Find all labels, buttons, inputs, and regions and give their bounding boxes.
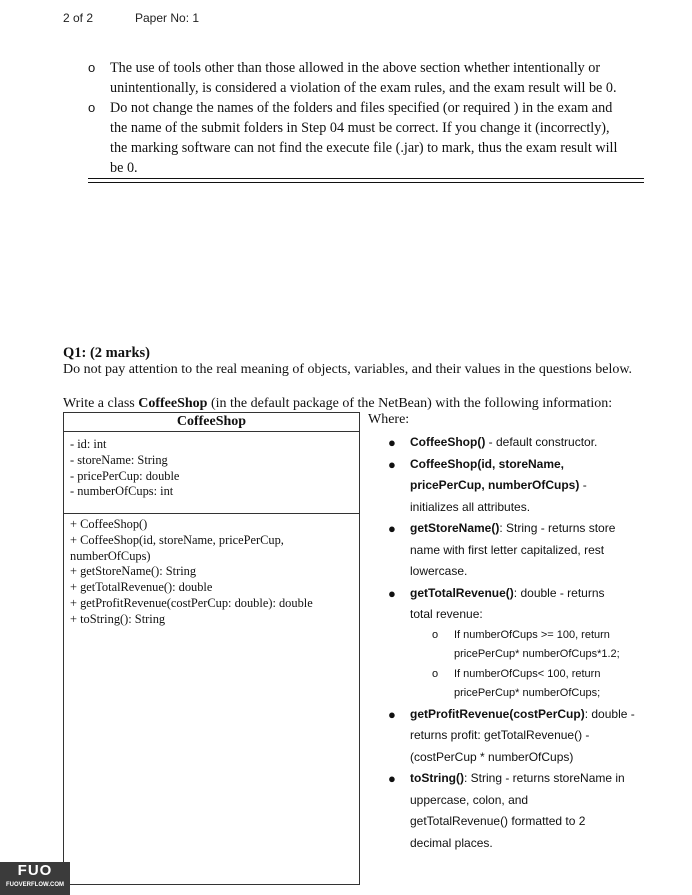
description-item bbox=[384, 704, 684, 769]
desc-method-name: getStoreName() bbox=[410, 521, 500, 535]
description-item bbox=[384, 768, 684, 854]
revenue-conditions bbox=[410, 626, 684, 704]
description-item bbox=[384, 518, 684, 583]
desc-text: lowercase. bbox=[410, 564, 468, 578]
rule-item bbox=[82, 98, 648, 178]
uml-attributes bbox=[64, 432, 359, 514]
condition-text: If numberOfCups< 100, return bbox=[454, 667, 601, 680]
uml-method: + getTotalRevenue(): double bbox=[70, 580, 213, 595]
uml-method: + CoffeeShop() bbox=[70, 517, 148, 531]
desc-method-name: getProfitRevenue(costPerCup) bbox=[410, 706, 585, 721]
desc-text: - bbox=[579, 478, 587, 492]
bullet-icon: ● bbox=[388, 521, 396, 536]
condition-item bbox=[410, 626, 684, 665]
uml-method: + getProfitRevenue(costPerCup: double): double bbox=[70, 595, 313, 610]
bullet-icon: ● bbox=[388, 585, 396, 601]
desc-method-name: CoffeeShop(id, storeName, bbox=[410, 456, 565, 471]
desc-text: total revenue: bbox=[410, 607, 483, 621]
desc-text: - default constructor. bbox=[485, 435, 598, 449]
intro-class-name: CoffeeShop bbox=[138, 396, 208, 411]
fuoverflow-logo bbox=[0, 862, 70, 895]
uml-attribute: - id: int bbox=[70, 437, 107, 451]
condition-text: pricePerCup* numberOfCups*1.2; bbox=[454, 648, 620, 660]
intro-text: Write a class bbox=[63, 396, 139, 411]
condition-text: If numberOfCups >= 100, return bbox=[454, 628, 610, 641]
circle-bullet-icon: o bbox=[432, 667, 439, 680]
intro-text-rest: (in the default package of the NetBean) with the following information: bbox=[207, 396, 613, 411]
circle-bullet-icon: o bbox=[432, 628, 439, 641]
section-divider bbox=[88, 178, 644, 183]
question-intro bbox=[63, 396, 612, 412]
uml-method: + toString(): String bbox=[70, 611, 166, 626]
circle-bullet-icon: o bbox=[88, 100, 96, 115]
desc-method-name: CoffeeShop() bbox=[410, 435, 486, 449]
desc-text: (costPerCup * numberOfCups) bbox=[410, 749, 574, 764]
desc-text: name with first letter capitalized, rest bbox=[410, 542, 605, 557]
method-descriptions bbox=[384, 432, 684, 854]
condition-item bbox=[410, 665, 684, 704]
rule-line: the marking software can not find the execute file (.jar) to mark, thus the exam result will bbox=[110, 140, 618, 156]
description-item bbox=[384, 583, 684, 704]
bullet-icon: ● bbox=[388, 771, 396, 786]
rule-line: be 0. bbox=[110, 160, 138, 176]
desc-text: getTotalRevenue() formatted to 2 bbox=[410, 814, 586, 828]
rule-line: unintentionally, is considered a violation of the exam rules, and the exam result will be 0. bbox=[110, 80, 617, 96]
desc-method-name: pricePerCup, numberOfCups) bbox=[410, 478, 580, 492]
desc-method-name: getTotalRevenue() bbox=[410, 585, 514, 600]
desc-text: : String - returns storeName in bbox=[463, 771, 625, 785]
rule-item bbox=[82, 58, 648, 98]
exam-rules-list bbox=[82, 58, 648, 178]
desc-text: uppercase, colon, and bbox=[410, 792, 529, 807]
rule-line: the name of the submit folders in Step 04 must be correct. If you change it (incorrectly), bbox=[110, 120, 610, 136]
logo-text: FUOVERFLOW.COM bbox=[6, 882, 64, 888]
uml-method: + CoffeeShop(id, storeName, pricePerCup, bbox=[70, 532, 284, 547]
uml-method: + getStoreName(): String bbox=[70, 564, 197, 579]
paper-number: Paper No: 1 bbox=[135, 11, 200, 25]
description-item bbox=[384, 432, 684, 454]
condition-text: pricePerCup* numberOfCups; bbox=[454, 687, 601, 699]
desc-text: : double - bbox=[584, 706, 635, 721]
uml-class-name: CoffeeShop bbox=[64, 413, 359, 432]
desc-text: : String - returns store bbox=[499, 521, 616, 535]
question-title: Q1: (2 marks) bbox=[63, 345, 150, 361]
rule-line: Do not change the names of the folders and files specified (or required ) in the exam and bbox=[110, 100, 613, 116]
page-number: 2 of 2 bbox=[63, 11, 94, 25]
bullet-icon: ● bbox=[388, 435, 396, 450]
desc-text: decimal places. bbox=[410, 835, 493, 850]
circle-bullet-icon: o bbox=[88, 60, 96, 75]
uml-attribute: - numberOfCups: int bbox=[70, 484, 174, 499]
uml-attribute: - storeName: String bbox=[70, 452, 168, 467]
desc-text: returns profit: getTotalRevenue() - bbox=[410, 728, 590, 742]
uml-method: numberOfCups) bbox=[70, 548, 151, 563]
desc-text: initializes all attributes. bbox=[410, 499, 531, 514]
description-item bbox=[384, 454, 684, 519]
desc-method-name: toString() bbox=[410, 771, 464, 785]
uml-methods bbox=[64, 514, 359, 628]
bullet-icon: ● bbox=[388, 706, 396, 722]
logo-mark: FUO bbox=[17, 862, 53, 879]
where-label: Where: bbox=[368, 412, 410, 427]
uml-attribute: - pricePerCup: double bbox=[70, 468, 180, 483]
question-note: Do not pay attention to the real meaning of objects, variables, and their values in the questions below. bbox=[63, 362, 633, 377]
rule-line: The use of tools other than those allowed in the above section whether intentionally or bbox=[110, 60, 601, 76]
bullet-icon: ● bbox=[388, 456, 396, 472]
desc-text: : double - returns bbox=[513, 585, 605, 600]
uml-class-diagram bbox=[63, 412, 360, 885]
